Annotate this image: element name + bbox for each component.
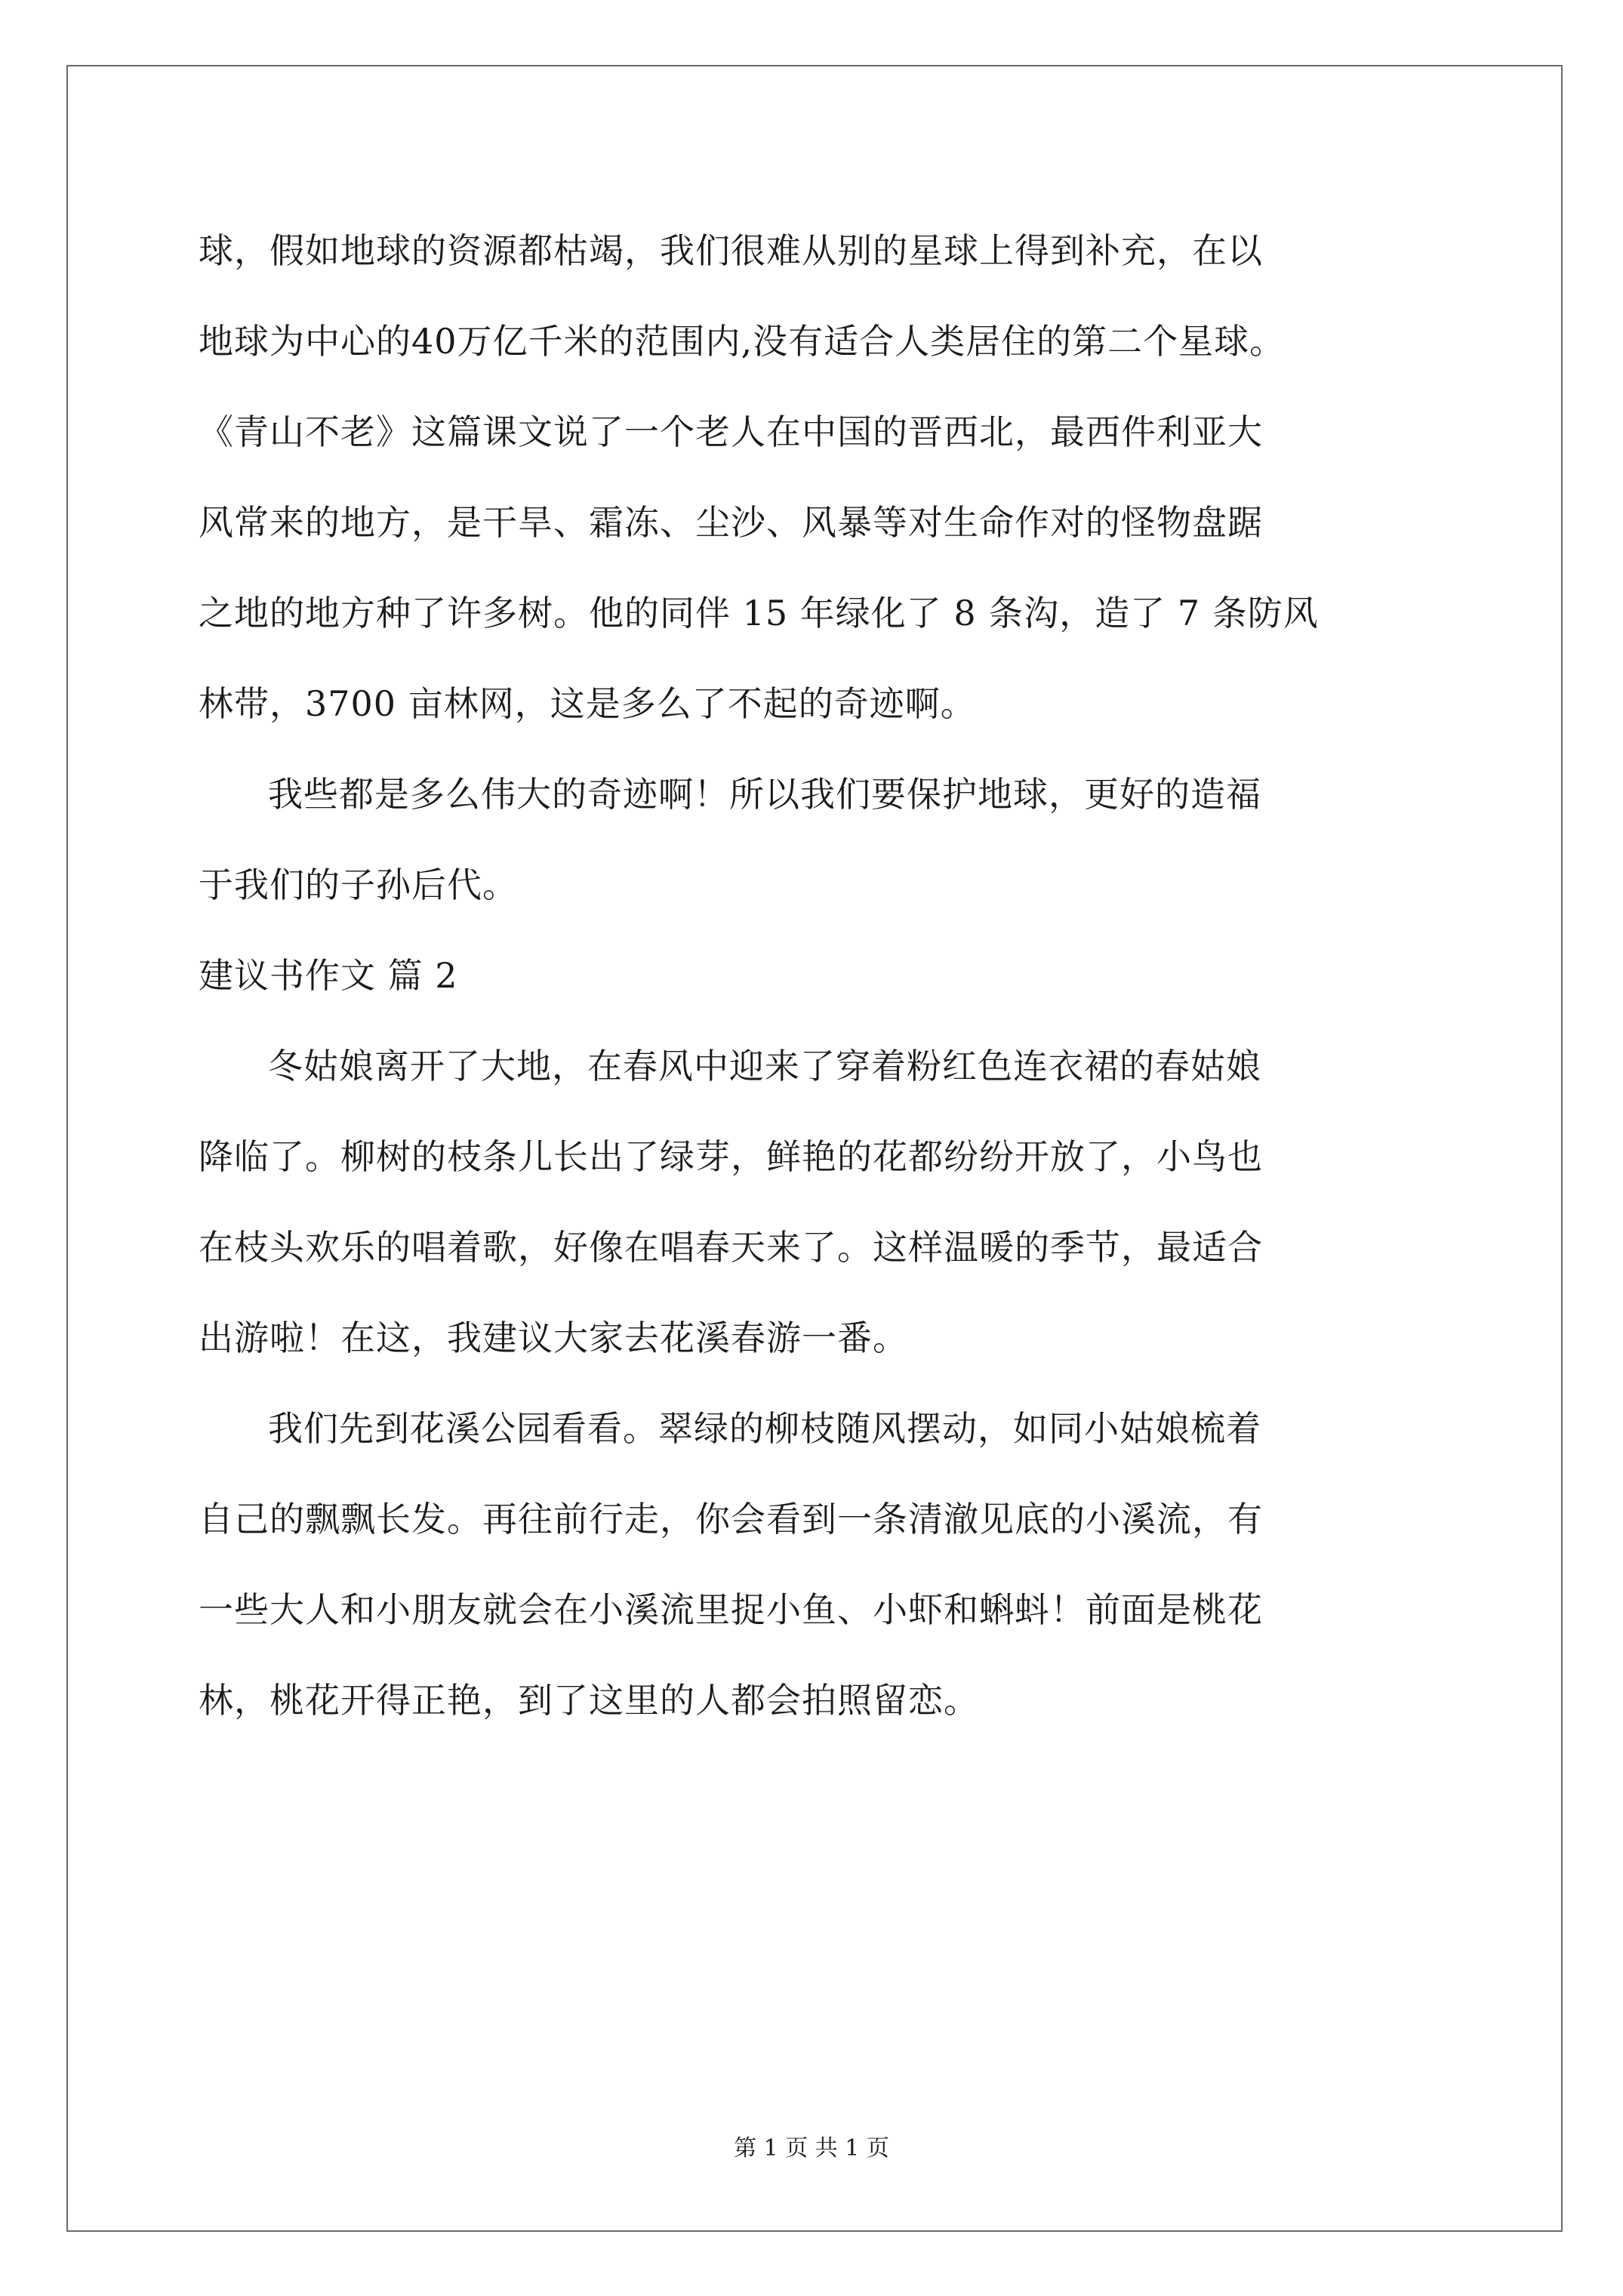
text-line: 地球为中心的40万亿千米的范围内,没有适合人类居住的第二个星球。	[199, 321, 1286, 362]
page-footer: 第 1 页 共 1 页	[734, 2135, 889, 2162]
text-line: 在枝头欢乐的唱着歌，好像在唱春天来了。这样温暖的季节，最适合	[199, 1227, 1263, 1268]
text-line: 之地的地方种了许多树。他的同伴 15 年绿化了 8 条沟，造了 7 条防风	[199, 593, 1319, 633]
text-line: 球，假如地球的资源都枯竭，我们很难从别的星球上得到补充，在以	[199, 230, 1263, 271]
paragraph-first-line: 我些都是多么伟大的奇迹啊！所以我们要保护地球，更好的造福	[268, 774, 1261, 815]
text-line: 风常来的地方，是干旱、霜冻、尘沙、风暴等对生命作对的怪物盘踞	[199, 502, 1263, 543]
text-line: 林带，3700 亩林网，这是多么了不起的奇迹啊。	[199, 683, 976, 724]
text-line: 林，桃花开得正艳，到了这里的人都会拍照留恋。	[199, 1680, 979, 1721]
text-line: 一些大人和小朋友就会在小溪流里捉小鱼、小虾和蝌蚪！前面是桃花	[199, 1589, 1263, 1630]
text-line: 于我们的子孙后代。	[199, 864, 518, 905]
text-line: 《青山不老》这篇课文说了一个老人在中国的晋西北，最西件利亚大	[199, 411, 1263, 452]
paragraph-first-line: 冬姑娘离开了大地，在春风中迎来了穿着粉红色连衣裙的春姑娘	[268, 1046, 1261, 1086]
paragraph-first-line: 我们先到花溪公园看看。翠绿的柳枝随风摆动，如同小姑娘梳着	[268, 1408, 1261, 1449]
text-line: 自己的飘飘长发。再往前行走，你会看到一条清澈见底的小溪流，有	[199, 1499, 1263, 1539]
section-heading: 建议书作文 篇 2	[199, 955, 458, 996]
text-line: 出游啦！在这，我建议大家去花溪春游一番。	[199, 1318, 908, 1358]
text-line: 降临了。柳树的枝条儿长出了绿芽，鲜艳的花都纷纷开放了，小鸟也	[199, 1136, 1263, 1177]
